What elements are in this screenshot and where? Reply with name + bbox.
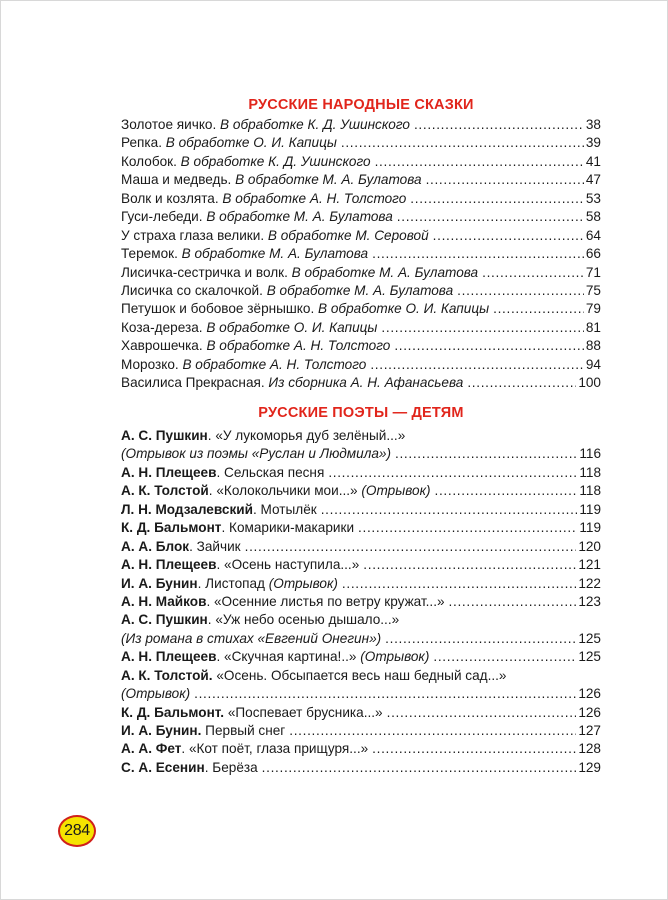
entry-page-number: 119 — [579, 520, 601, 536]
entry-page-number: 123 — [578, 593, 601, 609]
entry-page-number: 121 — [578, 557, 601, 573]
entry-note: Из сборника А. Н. Афанасьева — [268, 375, 464, 391]
entry-note: (Отрывок) — [360, 649, 430, 665]
entry-title: . «У лукоморья дуб зелёный...» — [207, 428, 406, 443]
entry-text — [121, 593, 445, 611]
toc-entry — [121, 282, 601, 300]
toc-entry — [121, 501, 601, 519]
toc-folk-tales — [121, 116, 601, 393]
entry-note: В обработке О. И. Капицы — [318, 301, 490, 317]
entry-text — [121, 759, 258, 777]
entry-author: А. Н. Плещеев — [121, 649, 217, 665]
entry-title: . Листопад — [197, 575, 269, 591]
toc-entry — [121, 190, 601, 208]
entry-title: . «Уж небо осенью дышало...» — [207, 612, 400, 628]
entry-page-number: 118 — [579, 464, 601, 480]
entry-note: (Отрывок) — [121, 686, 191, 702]
entry-text — [121, 356, 366, 374]
entry-title: «Поспевает брусника...» — [224, 704, 383, 720]
toc-entry — [121, 116, 601, 134]
entry-text — [121, 153, 371, 171]
dot-leader — [433, 227, 584, 245]
dot-leader — [449, 593, 577, 611]
entry-note: В обработке М. Серовой — [267, 227, 429, 243]
dot-leader — [493, 300, 584, 318]
entry-page-number: 81 — [585, 319, 601, 335]
entry-text — [121, 648, 429, 666]
toc-entry — [121, 245, 601, 263]
entry-text — [121, 630, 381, 648]
entry-text — [121, 464, 324, 482]
entry-page-number: 129 — [578, 759, 601, 775]
dot-leader — [194, 685, 576, 703]
entry-title: Хаврошечка. — [121, 338, 207, 354]
entry-note: В обработке М. А. Булатова — [266, 282, 454, 298]
entry-text — [121, 227, 429, 245]
entry-text — [121, 556, 359, 574]
entry-title: Коза-дереза. — [121, 319, 207, 335]
entry-title: Василиса Прекрасная. — [121, 375, 269, 391]
toc-entry — [121, 740, 601, 758]
entry-text — [121, 190, 406, 208]
entry-note: (Отрывок из поэмы «Руслан и Людмила») — [121, 446, 392, 462]
toc-entry — [121, 300, 601, 318]
entry-page-number: 64 — [585, 227, 601, 243]
entry-page-number: 126 — [578, 704, 601, 720]
entry-page-number: 58 — [585, 209, 601, 225]
entry-title: . Мотылёк — [252, 501, 317, 517]
entry-title: . Берёза — [204, 759, 258, 775]
entry-author: А. К. Толстой. — [121, 667, 213, 683]
toc-entry — [121, 704, 601, 722]
entry-text — [121, 704, 383, 722]
dot-leader — [262, 759, 577, 777]
toc-entry — [121, 374, 601, 392]
entry-page-number: 122 — [578, 575, 601, 591]
entry-title: У страха глаза велики. — [121, 227, 268, 243]
dot-leader — [342, 575, 576, 593]
entry-author: А. Н. Майков — [121, 593, 207, 609]
entry-text — [121, 319, 377, 337]
entry-note: В обработке М. А. Булатова — [181, 246, 369, 262]
entry-title: «Осень. Обсыпается весь наш бедный сад...» — [212, 667, 507, 683]
dot-leader — [372, 740, 576, 758]
dot-leader — [328, 464, 577, 482]
entry-author: С. А. Есенин — [121, 759, 205, 775]
dot-leader — [482, 264, 584, 282]
entry-author: А. К. Толстой — [121, 483, 209, 499]
dot-leader — [289, 722, 576, 740]
entry-page-number: 127 — [578, 723, 601, 738]
entry-page-number: 53 — [585, 190, 601, 206]
dot-leader — [245, 538, 577, 556]
toc-entry — [121, 722, 601, 740]
toc-entry — [121, 171, 601, 189]
entry-page-number: 100 — [578, 375, 601, 391]
toc-entry — [121, 227, 601, 245]
entry-page-number: 39 — [585, 135, 601, 151]
entry-text — [121, 501, 317, 519]
entry-note: В обработке А. Н. Толстого — [222, 190, 407, 206]
dot-leader — [457, 282, 584, 300]
entry-author: А. Н. Плещеев — [121, 464, 217, 480]
entry-title: . Сельская песня — [216, 464, 325, 480]
entry-page-number: 75 — [585, 282, 601, 298]
entry-text — [121, 374, 463, 392]
entry-title: Первый снег — [201, 723, 286, 738]
toc-entry — [121, 538, 601, 556]
entry-text — [121, 134, 337, 152]
entry-title: Петушок и бобовое зёрнышко. — [121, 301, 319, 317]
dot-leader — [435, 482, 578, 500]
dot-leader — [414, 116, 584, 134]
entry-note: В обработке М. А. Булатова — [235, 172, 422, 188]
toc-entry — [121, 153, 601, 171]
entry-note: (Из романа в стихах «Евгений Онегин») — [121, 630, 382, 646]
entry-page-number: 118 — [579, 483, 601, 499]
dot-leader — [375, 153, 584, 171]
entry-author: К. Д. Бальмонт. — [121, 704, 225, 720]
entry-title: Репка. — [121, 135, 166, 151]
entry-text — [121, 337, 390, 355]
entry-page-number: 79 — [585, 301, 601, 317]
dot-leader — [363, 556, 576, 574]
toc-entry — [121, 519, 601, 537]
toc-entry — [121, 759, 601, 777]
toc-entry — [121, 319, 601, 337]
dot-leader — [385, 630, 576, 648]
entry-author: А. С. Пушкин — [121, 612, 208, 628]
entry-text — [121, 667, 507, 685]
toc-entry — [121, 575, 601, 593]
dot-leader — [381, 319, 583, 337]
dot-leader — [341, 134, 584, 152]
toc-entry — [121, 445, 601, 463]
toc-entry — [121, 648, 601, 666]
page-number-badge: 284 — [58, 815, 96, 847]
dot-leader — [467, 374, 576, 392]
entry-page-number: 116 — [579, 446, 601, 462]
entry-note: В обработке М. А. Булатова — [206, 209, 393, 225]
entry-title: . «Осенние листья по ветру кружат...» — [206, 593, 445, 609]
dot-leader — [358, 519, 577, 537]
entry-title: . «Скучная картина!..» — [216, 649, 361, 665]
entry-note: В обработке К. Д. Ушинского — [220, 117, 410, 132]
entry-author: А. Н. Плещеев — [121, 557, 217, 573]
entry-author: А. А. Фет — [121, 741, 182, 757]
entry-title: . Зайчик — [189, 538, 241, 554]
toc-entry — [121, 630, 601, 648]
entry-author: К. Д. Бальмонт — [121, 520, 222, 536]
entry-page-number: 126 — [578, 686, 601, 702]
entry-page-number: 128 — [578, 741, 601, 757]
entry-title: . «Осень наступила...» — [216, 557, 360, 573]
toc-poets — [121, 427, 601, 777]
toc-entry — [121, 208, 601, 226]
entry-page-number: 94 — [585, 356, 601, 372]
entry-text — [121, 116, 410, 134]
section-title-poets: РУССКИЕ ПОЭТЫ — ДЕТЯМ — [258, 405, 464, 421]
entry-note: В обработке К. Д. Ушинского — [180, 153, 371, 169]
entry-title: . «Колокольчики мои...» — [208, 483, 362, 499]
entry-text — [121, 282, 453, 300]
entry-text — [121, 208, 393, 226]
entry-text — [121, 575, 338, 593]
entry-text — [121, 519, 354, 537]
entry-text — [121, 538, 241, 556]
entry-text — [121, 171, 422, 189]
entry-text — [121, 722, 285, 740]
entry-note: В обработке А. Н. Толстого — [206, 338, 391, 354]
entry-page-number: 119 — [579, 501, 601, 517]
entry-text — [121, 611, 399, 629]
entry-title: Колобок. — [121, 153, 181, 169]
entry-text — [121, 482, 431, 500]
dot-leader — [372, 245, 584, 263]
entry-title: Теремок. — [121, 246, 182, 262]
toc-entry — [121, 356, 601, 374]
entry-title: Лисичка-сестричка и волк. — [121, 264, 292, 280]
entry-page-number: 88 — [585, 338, 601, 354]
entry-title: Волк и козлята. — [121, 190, 223, 206]
entry-author: И. А. Бунин — [121, 575, 198, 591]
entry-note: В обработке О. И. Капицы — [165, 135, 337, 151]
entry-page-number: 125 — [578, 630, 601, 646]
toc-entry — [121, 337, 601, 355]
section-title-folk-tales: РУССКИЕ НАРОДНЫЕ СКАЗКИ — [248, 97, 474, 113]
entry-note: В обработке О. И. Капицы — [206, 319, 378, 335]
entry-page-number: 71 — [585, 264, 601, 280]
dot-leader — [426, 171, 584, 189]
entry-author: А. С. Пушкин — [121, 428, 208, 443]
dot-leader — [395, 445, 577, 463]
entry-title: Золотое яичко. — [121, 117, 221, 132]
entry-page-number: 66 — [585, 246, 601, 262]
entry-page-number: 47 — [585, 172, 601, 188]
toc-entry — [121, 464, 601, 482]
toc-entry — [121, 611, 601, 629]
toc-entry — [121, 134, 601, 152]
dot-leader — [370, 356, 584, 374]
dot-leader — [433, 648, 576, 666]
dot-leader — [410, 190, 584, 208]
entry-author: И. А. Бунин. — [121, 723, 202, 738]
entry-text — [121, 427, 405, 445]
dot-leader — [321, 501, 578, 519]
toc-entry — [121, 667, 601, 685]
toc-entry — [121, 556, 601, 574]
entry-text — [121, 245, 368, 263]
entry-text — [121, 685, 190, 703]
entry-page-number: 120 — [578, 538, 601, 554]
entry-author: Л. Н. Модзалевский — [121, 501, 253, 517]
entry-author: А. А. Блок — [121, 538, 190, 554]
entry-page-number: 38 — [585, 117, 601, 132]
entry-title: . «Кот поёт, глаза прищуря...» — [181, 741, 369, 757]
entry-text — [121, 264, 478, 282]
entry-page-number: 41 — [585, 153, 601, 169]
entry-text — [121, 300, 489, 318]
toc-entry — [121, 685, 601, 703]
entry-note: В обработке М. А. Булатова — [291, 264, 479, 280]
toc-entry — [121, 264, 601, 282]
entry-title: Морозко. — [121, 356, 183, 372]
entry-title: . Комарики-макарики — [221, 520, 355, 536]
dot-leader — [394, 337, 584, 355]
toc-entry — [121, 482, 601, 500]
entry-text — [121, 445, 391, 463]
dot-leader — [397, 208, 584, 226]
toc-entry — [121, 593, 601, 611]
entry-note: (Отрывок) — [268, 575, 338, 591]
entry-note: (Отрывок) — [361, 483, 431, 499]
entry-note: В обработке А. Н. Толстого — [182, 356, 367, 372]
entry-title: Лисичка со скалочкой. — [121, 282, 267, 298]
entry-title: Гуси-лебеди. — [121, 209, 207, 225]
toc-entry — [121, 427, 601, 445]
entry-text — [121, 740, 368, 758]
dot-leader — [387, 704, 577, 722]
entry-title: Маша и медведь. — [121, 172, 236, 188]
entry-page-number: 125 — [578, 649, 601, 665]
